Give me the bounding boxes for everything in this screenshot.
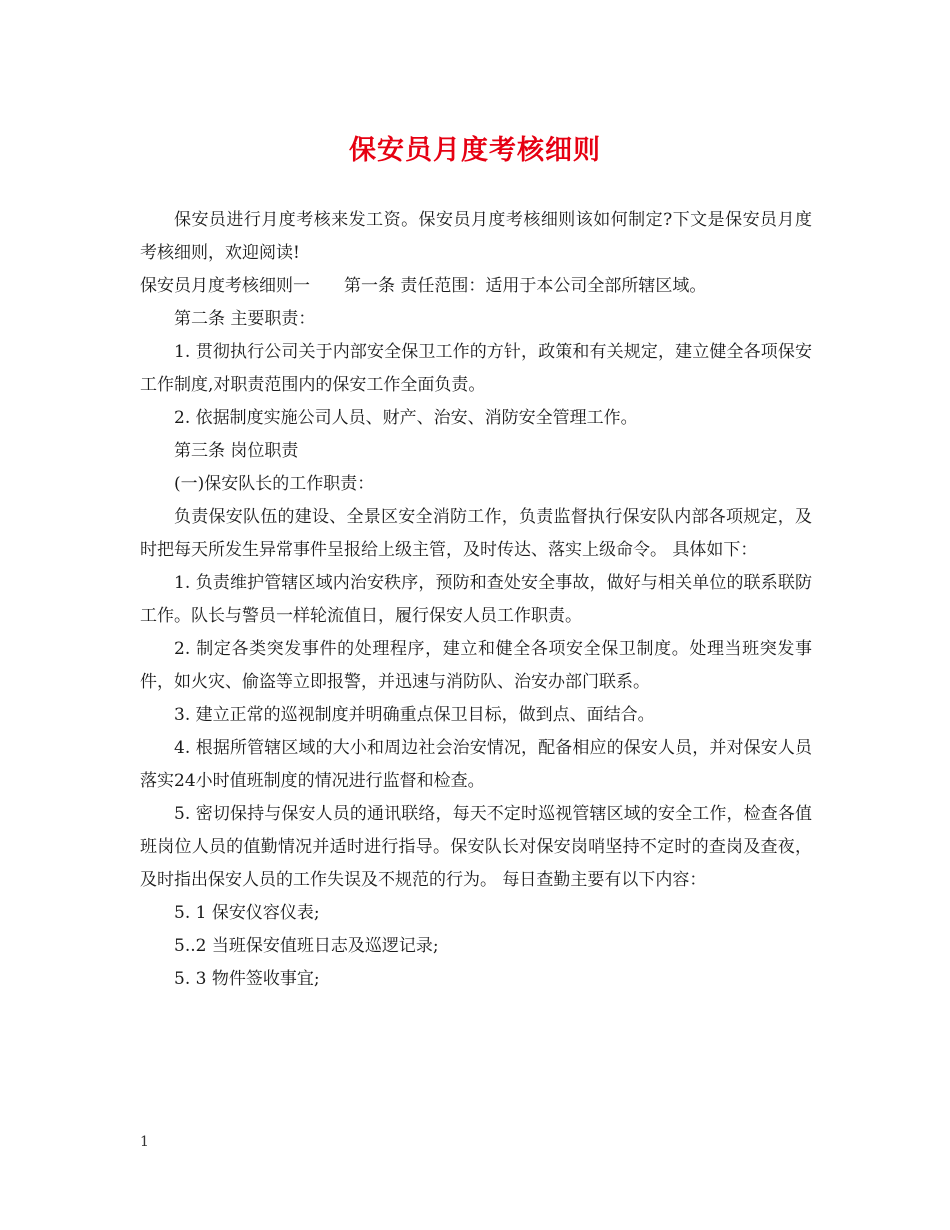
paragraph-article-1: 保安员月度考核细则一 第一条 责任范围：适用于本公司全部所辖区域。	[140, 276, 707, 296]
paragraph-duty-2: 2. 依据制度实施公司人员、财产、治安、消防安全管理工作。	[174, 408, 638, 428]
paragraph-article-2: 第二条 主要职责：	[174, 309, 316, 329]
paragraph-captain-item-1: 1. 负责维护管辖区域内治安秩序，预防和查处安全事故，做好与相关单位的联系联防工作。队长与警员一样轮流值日，履行保安人员工作职责。	[140, 573, 812, 626]
paragraph-article-3: 第三条 岗位职责	[174, 441, 299, 461]
paragraph-sub-5-1: 5. 1 保安仪容仪表;	[174, 903, 320, 923]
document-title: 保安员月度考核细则	[349, 135, 601, 166]
paragraph-captain-item-2: 2. 制定各类突发事件的处理程序，建立和健全各项安全保卫制度。处理当班突发事件，如火灾、偷盗等立即报警，并迅速与消防队、治安办部门联系。	[140, 639, 812, 692]
paragraph-captain-summary: 负责保安队伍的建设、全景区安全消防工作，负责监督执行保安队内部各项规定，及时把每天所发生异常事件呈报给上级主管，及时传达、落实上级命令。 具体如下：	[140, 507, 812, 560]
paragraph-intro: 保安员进行月度考核来发工资。保安员月度考核细则该如何制定?下文是保安员月度考核细则，欢迎阅读!	[140, 210, 812, 263]
page-number: 1	[140, 1134, 149, 1150]
paragraph-captain-heading: (一)保安队长的工作职责：	[174, 474, 375, 494]
paragraph-captain-item-4: 4. 根据所管辖区域的大小和周边社会治安情况，配备相应的保安人员，并对保安人员落实24小时值班制度的情况进行监督和检查。	[140, 738, 812, 791]
paragraph-captain-item-3: 3. 建立正常的巡视制度并明确重点保卫目标，做到点、面结合。	[174, 705, 655, 725]
paragraph-sub-5-2: 5..2 当班保安值班日志及巡逻记录;	[174, 936, 439, 956]
paragraph-duty-1: 1. 贯彻执行公司关于内部安全保卫工作的方针，政策和有关规定，建立健全各项保安工作制度,对职责范围内的保安工作全面负责。	[140, 342, 812, 395]
paragraph-captain-item-5: 5. 密切保持与保安人员的通讯联络，每天不定时巡视管辖区域的安全工作，检查各值班岗位人员的值勤情况并适时进行指导。保安队长对保安岗哨坚持不定时的查岗及查夜，及时指出保安人员的工作失误及不规范的行为。 每日查勤主要有以下内容：	[140, 804, 812, 890]
paragraph-sub-5-3: 5. 3 物件签收事宜;	[174, 969, 320, 989]
document-body	[140, 204, 812, 996]
